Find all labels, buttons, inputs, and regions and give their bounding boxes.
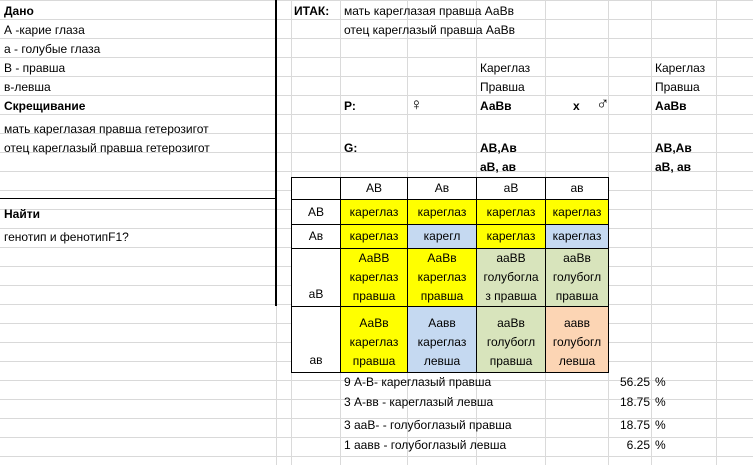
result-unit: % [655, 438, 666, 452]
punnett-row-header: АВ [291, 199, 341, 225]
punnett-cell [340, 306, 408, 373]
punnett-cell [476, 248, 546, 307]
result-text: 9 А-В- кареглазый правша [344, 375, 492, 389]
left-block-border [275, 0, 277, 306]
result-unit: % [655, 395, 666, 409]
punnett-cell [407, 248, 477, 307]
result-percent: 18.75 [619, 418, 650, 432]
find-label: Найти [4, 207, 40, 221]
punnett-col-header: АВ [340, 177, 408, 200]
cell-phenotype-hand: з правша [485, 289, 537, 303]
cell-phenotype-hand: правша [420, 289, 464, 303]
punnett-col-header: Ав [407, 177, 477, 200]
cell-phenotype-hand: правша [489, 354, 533, 368]
father-gametes-2: аВ, ав [655, 160, 692, 174]
dano-label: Дано [4, 4, 34, 18]
punnett-cell: кареглаз [545, 199, 609, 225]
cross-label: Скрещивание [4, 99, 86, 113]
cell-phenotype-eyes: голубогл [552, 335, 602, 349]
cell-phenotype-hand: левша [558, 354, 596, 368]
father-phenotype-eyes: Кареглаз [655, 61, 706, 75]
punnett-cell [476, 306, 546, 373]
mother-phenotype-eyes: Кареглаз [480, 61, 531, 75]
punnett-cell: кареглаз [545, 224, 609, 249]
punnett-cell [340, 248, 408, 307]
result-percent: 56.25 [619, 375, 650, 389]
father-phenotype-hand: Правша [655, 80, 700, 94]
gene-a-dominant: А -карие глаза [4, 23, 85, 37]
father-gametes-1: АВ,Ав [655, 141, 692, 155]
left-block-border [0, 198, 277, 199]
father-genotype: АаВв [655, 99, 687, 113]
punnett-col-header: аВ [476, 177, 546, 200]
result-percent: 18.75 [619, 395, 650, 409]
itak-father: отец кареглазый правша АаВв [344, 23, 516, 37]
cell-genotype: АаВв [359, 316, 389, 330]
cell-phenotype-hand: правша [352, 289, 396, 303]
punnett-cell [407, 306, 477, 373]
gridline [651, 0, 652, 465]
cell-genotype: АаВв [427, 251, 457, 265]
punnett-cell [545, 306, 609, 373]
mother-description: мать кареглазая правша гетерозигот [4, 122, 209, 136]
question-text: генотип и фенотипF1? [4, 230, 129, 244]
father-description: отец кареглазый правша гетерозигот [4, 141, 210, 155]
punnett-row-header: Ав [291, 224, 341, 249]
cell-genotype: ааВВ [496, 251, 526, 265]
itak-mother: мать кареглазая правша АаВв [344, 4, 514, 18]
p-label: Р: [344, 99, 356, 113]
female-icon: ♀ [410, 95, 423, 114]
cell-genotype: ааВв [563, 251, 591, 265]
punnett-cell: кареглаз [340, 199, 408, 225]
punnett-cell: кареглаз [476, 199, 546, 225]
cell-genotype: Аавв [428, 316, 456, 330]
result-text: 1 аавв - голубоглазый левша [344, 438, 507, 452]
punnett-cell: кареглаз [340, 224, 408, 249]
cell-genotype: аавв [563, 316, 591, 330]
punnett-cell [545, 248, 609, 307]
cell-phenotype-eyes: кареглаз [417, 335, 467, 349]
cell-phenotype-eyes: голубогла [483, 270, 539, 284]
result-text: 3 А-вв - кареглазый левша [344, 395, 494, 409]
gridline [716, 0, 717, 465]
result-unit: % [655, 418, 666, 432]
mother-phenotype-hand: Правша [480, 80, 525, 94]
punnett-row-header: ав [291, 306, 341, 373]
punnett-cell: кареглаз [476, 224, 546, 249]
cell-genotype: ааВв [497, 316, 525, 330]
punnett-col-header: ав [545, 177, 609, 200]
male-icon: ♂ [596, 93, 610, 113]
cell-phenotype-hand: правша [555, 289, 599, 303]
result-unit: % [655, 375, 666, 389]
gene-b-dominant: В - правша [4, 61, 66, 75]
result-percent: 6.25 [626, 438, 650, 452]
mother-genotype: АаВв [480, 99, 512, 113]
cell-phenotype-eyes: голубогл [552, 270, 602, 284]
punnett-row-header: аВ [291, 248, 341, 307]
gene-b-recessive: в-левша [4, 80, 51, 94]
cell-phenotype-hand: правша [352, 354, 396, 368]
itak-label: ИТАК: [294, 4, 330, 18]
cell-phenotype-hand: левша [423, 354, 461, 368]
g-label: G: [344, 141, 358, 155]
cell-phenotype-eyes: голубогл [486, 335, 536, 349]
mother-gametes-2: аВ, ав [480, 160, 517, 174]
cell-genotype: АаВВ [358, 251, 390, 265]
cell-phenotype-eyes: кареглаз [349, 335, 399, 349]
gene-a-recessive: а - голубые глаза [4, 42, 101, 56]
cross-symbol: х [573, 99, 580, 113]
punnett-corner [291, 177, 341, 200]
cell-phenotype-eyes: кареглаз [349, 270, 399, 284]
result-text: 3 ааВ- - голубоглазый правша [344, 418, 512, 432]
mother-gametes-1: АВ,Ав [480, 141, 517, 155]
punnett-cell: карегл [407, 224, 477, 249]
punnett-cell: кареглаз [407, 199, 477, 225]
cell-phenotype-eyes: кареглаз [417, 270, 467, 284]
